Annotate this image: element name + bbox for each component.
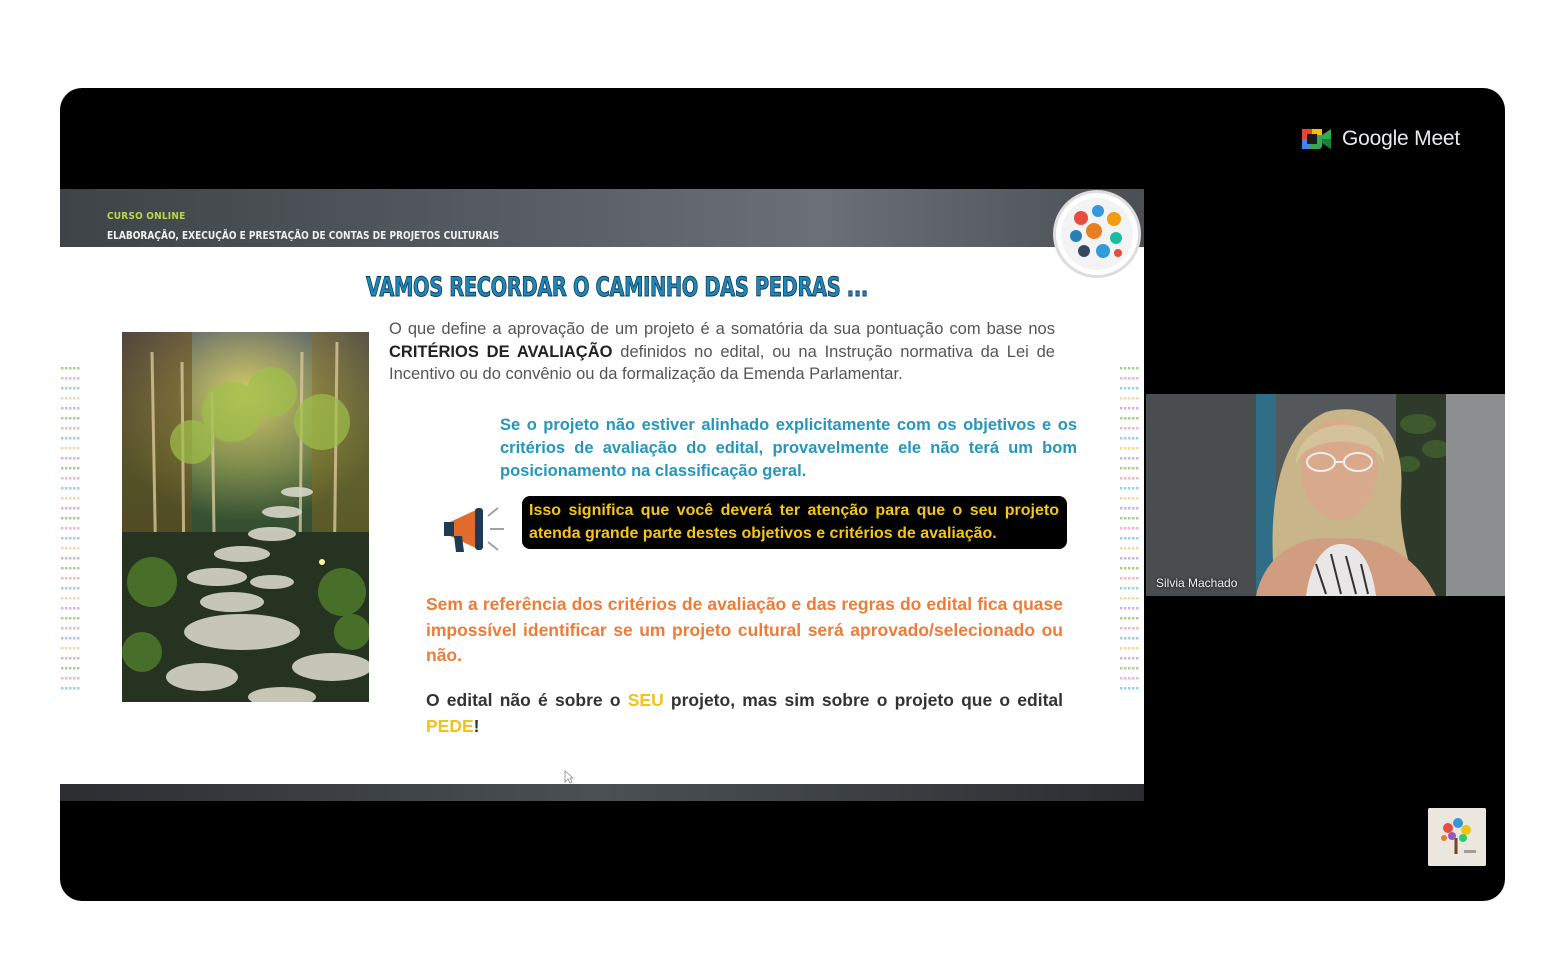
garden-path-photo <box>122 332 369 702</box>
highlight-pede: PEDE <box>426 715 474 736</box>
course-logo-image <box>1056 193 1138 275</box>
highlight-seu: SEU <box>627 690 664 710</box>
intro-paragraph <box>389 318 1055 386</box>
closing-text-part: projeto, mas sim sobre o projeto que o edital <box>663 690 1063 710</box>
course-title: ELABORAÇÃO, EXECUÇÃO E PRESTAÇÃO DE CONTAS DE PROJETOS CULTURAIS <box>107 229 500 242</box>
meet-window <box>60 88 1505 901</box>
participant-name-label: Silvia Machado <box>1156 576 1238 590</box>
intro-text-part: definidos no edital, ou na Instrução normativa da Lei de Incentivo ou do convênio ou da formalização da Emenda Parlamentar. <box>389 342 1055 383</box>
google-meet-logo <box>1302 126 1460 152</box>
course-kicker: CURSO ONLINE <box>107 211 186 222</box>
google-meet-label: Google Meet <box>1342 127 1461 150</box>
closing-text-part: ! <box>473 715 480 736</box>
slide-heading: VAMOS RECORDAR O CAMINHO DAS PEDRAS ... <box>366 272 868 303</box>
closing-text-part: O edital não é sobre o <box>426 690 628 710</box>
course-logo <box>1056 193 1138 275</box>
presentation-screen <box>60 189 1144 801</box>
participant-video-feed <box>1146 394 1505 596</box>
decorative-dots-left <box>61 367 81 697</box>
self-view-logo-image <box>1428 808 1486 866</box>
criteria-importance-text: Sem a referência dos critérios de avaliação e das regras do edital fica quase impossível identificar se um projeto cultural será aprovado/selecionado ou não. <box>426 594 1063 665</box>
self-view-thumbnail[interactable] <box>1428 808 1486 866</box>
alignment-warning-text: Se o projeto não estiver alinhado explicitamente com os objetivos e os critérios de avaliação do edital, provavelmente ele não terá um bom posicionamento na classificação geral. <box>500 416 1077 480</box>
slide-content <box>60 247 1144 784</box>
closing-statement <box>426 688 1063 739</box>
intro-text-part: O que define a aprovação de um projeto é a somatória da sua pontuação com base nos <box>389 320 1055 338</box>
attention-callout: Isso significa que você deverá ter atenção para que o seu projeto atenda grande parte destes objetivos e critérios de avaliação. <box>522 496 1067 549</box>
google-meet-icon <box>1302 126 1332 152</box>
intro-bold-criteria: CRITÉRIOS DE AVALIAÇÃO <box>389 342 613 361</box>
slide-header <box>60 189 1144 247</box>
participant-video-tile[interactable] <box>1146 394 1505 596</box>
decorative-dots-right <box>1120 367 1140 697</box>
slide-footer-strip <box>60 784 1144 801</box>
megaphone-icon <box>442 502 510 558</box>
mouse-cursor-icon <box>564 770 574 784</box>
